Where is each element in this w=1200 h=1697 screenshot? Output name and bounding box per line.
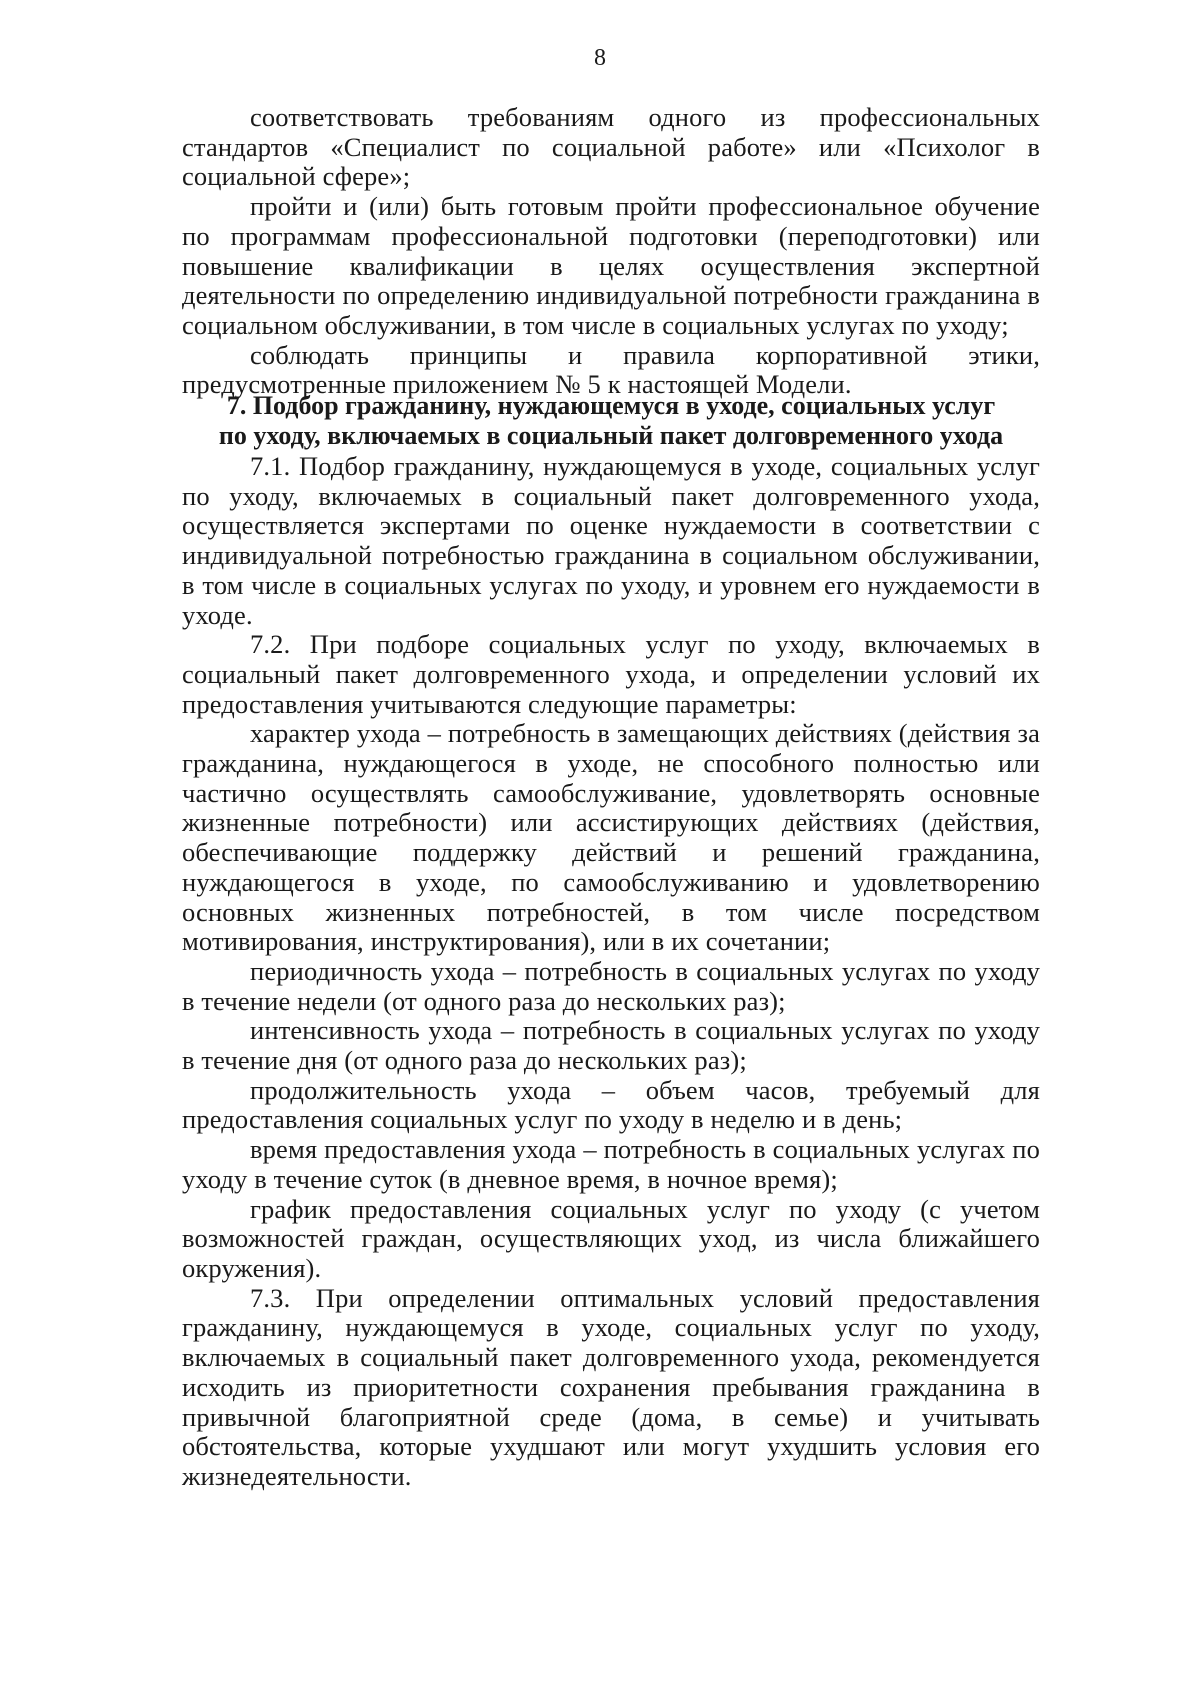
- list-item-care-intensity: интенсивность ухода – потребность в социальных услугах по уходу в течение дня (от одного раза до нескольких раз);: [182, 1015, 1040, 1076]
- list-item-care-character: характер ухода – потребность в замещающих действиях (действия за гражданина, нуждающегося в уходе, не способного полностью или частично осуществлять самообслуживание, удовлетворять основные жизненные потребности) или ассистирующих действиях (действия, обеспечивающие поддержку действий и решений гражданина, нуждающегося в уходе, по самообслуживанию и удовлетворению основных жизненных потребностей, в том числе посредством мотивирования, инструктирования), или в их сочетании;: [182, 718, 1040, 957]
- paragraph-7-1: 7.1. Подбор гражданину, нуждающемуся в уходе, социальных услуг по уходу, включаемых в социальный пакет долговременного ухода, осуществляется экспертами по оценке нуждаемости в соответствии с индивидуальной потребностью гражданина в социальном обслуживании, в том числе в социальных услугах по уходу, и уровнем его нуждаемости в уходе.: [182, 451, 1040, 630]
- paragraph-7-2: 7.2. При подборе социальных услуг по уходу, включаемых в социальный пакет долговременного ухода, и определении условий их предоставления учитываются следующие параметры:: [182, 629, 1040, 719]
- list-item-care-schedule: график предоставления социальных услуг по уходу (с учетом возможностей граждан, осуществляющих уход, из числа ближайшего окружения).: [182, 1193, 1040, 1283]
- list-item-care-time: время предоставления ухода – потребность в социальных услугах по уходу в течение суток (в дневное время, в ночное время);: [182, 1134, 1040, 1194]
- paragraph: пройти и (или) быть готовым пройти профессиональное обучение по программам профессиональной подготовки (переподготовки) или повышение квалификации в целях осуществления экспертной деятельности по определению индивидуальной потребности гражданина в социальном обслуживании, в том числе в социальных услугах по уходу;: [182, 191, 1040, 340]
- intro-block: [182, 103, 1040, 400]
- paragraph: соответствовать требованиям одного из профессиональных стандартов «Специалист по социальной работе» или «Психолог в социальной сфере»;: [182, 102, 1040, 192]
- section-heading-line-2: по уходу, включаемых в социальный пакет долговременного ухода: [218, 421, 1004, 450]
- paragraph-7-3: 7.3. При определении оптимальных условий предоставления гражданину, нуждающемуся в уходе, социальных услуг по уходу, включаемых в социальный пакет долговременного ухода, рекомендуется исходить из приоритетности сохранения пребывания гражданина в привычной благоприятной среде (дома, в семье) и учитывать обстоятельства, которые ухудшают или могут ухудшить условия его жизнедеятельности.: [182, 1282, 1040, 1491]
- list-item-care-periodicity: периодичность ухода – потребность в социальных услугах по уходу в течение недели (от одного раза до нескольких раз);: [182, 955, 1040, 1016]
- paragraph: соблюдать принципы и правила корпоративной этики, предусмотренные приложением № 5 к настоящей Модели.: [182, 339, 1040, 400]
- section-heading-line-1: 7. Подбор гражданину, нуждающемуся в уходе, социальных услуг: [226, 391, 996, 420]
- section-heading: [182, 391, 1040, 451]
- section-body: [182, 452, 1040, 1492]
- list-item-care-duration: продолжительность ухода – объем часов, требуемый для предоставления социальных услуг по уходу в неделю и в день;: [182, 1074, 1040, 1135]
- page-number: 8: [594, 45, 606, 71]
